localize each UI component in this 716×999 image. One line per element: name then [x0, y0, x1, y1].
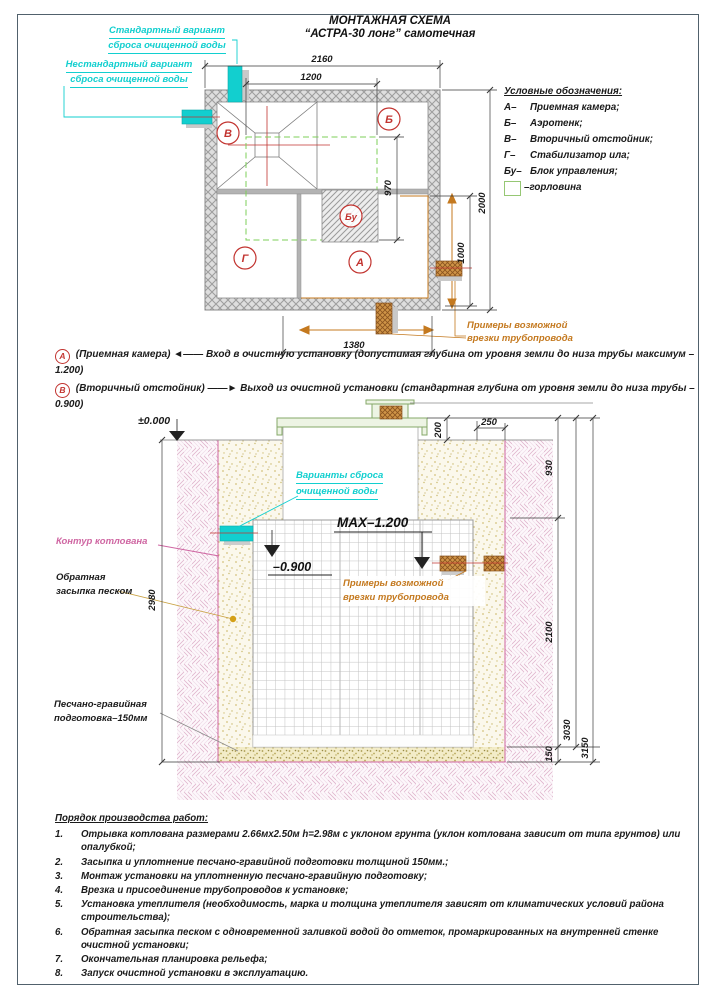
title-line1: МОНТАЖНАЯ СХЕМА [329, 15, 451, 27]
work-order-item: 1. Отрывка котлована размерами 2.66мх2.50м h=2.98м с уклоном грунта (уклон котлована зависит от типа грунтов) или опалубкой; [55, 829, 681, 854]
standard-discharge-label: Стандартный вариант сброса очищенной воды [97, 24, 237, 54]
title-line2: “АСТРА-30 лонг” самотечная [304, 28, 476, 40]
insertion-label-plan: Примеры возможной врезки трубопровода [467, 320, 573, 344]
level-max-text: MAX–1.200 [337, 515, 409, 530]
marker-v: В [55, 383, 70, 398]
arrow-left-icon: ◄—— [173, 349, 204, 360]
gravel-bedding [218, 747, 505, 762]
dim-1380: 1380 [343, 340, 365, 351]
dim-200: 200 [433, 422, 444, 438]
work-order-item: 2. Засыпка и уплотнение песчано-гравийной подготовки толщиной 150мм.; [55, 856, 449, 868]
insertion-label-section: Примеры возможной врезки трубопровода [341, 576, 485, 606]
level-zero-mark [138, 415, 185, 441]
work-order-item: 4. Врезка и присоединение трубопроводов к установке; [55, 885, 349, 897]
outlet-note: В (Вторичный отстойник) ——► Выход из очистной установки (стандартная глубина от уровня земли до низа трубы –0.900) [55, 382, 695, 410]
legend-item: Б– Аэротенк; [504, 118, 583, 129]
backfill-label: Обратная засыпка песком [56, 572, 133, 597]
work-order-heading: Порядок производства работ: [55, 813, 209, 824]
work-order-item: 7. Окончательная планировка рельефа; [55, 954, 268, 966]
work-order-item: 8. Запуск очистной установки в эксплуатацию. [55, 968, 309, 980]
arrow-right-icon: ——► [207, 382, 238, 394]
dim-2980: 2980 [147, 589, 158, 611]
legend [504, 84, 656, 196]
work-order [55, 812, 709, 981]
chamber-v-label: В [224, 128, 232, 140]
dim-150: 150 [544, 746, 555, 762]
discharge-options-label: Варианты сброса очищенной воды [296, 468, 476, 500]
work-order-item: 5. Установка утеплителя (необходимость, марка и толщина утеплителя зависят от климатических условий района строительства); [55, 899, 664, 924]
dim-930: 930 [544, 460, 555, 476]
drawing-title [240, 15, 540, 41]
tank-base-band [253, 735, 473, 747]
dim-1000: 1000 [456, 242, 467, 264]
chamber-a-label: А [356, 257, 364, 269]
legend-item: Г– Стабилизатор ила; [504, 150, 630, 161]
legend-heading: Условные обозначения: [504, 86, 623, 97]
io-notes [55, 348, 715, 415]
legend-item: Бу– Блок управления; [504, 166, 618, 177]
dim-2160: 2160 [311, 54, 333, 65]
bedding-label: Песчано-гравийная подготовка–150мм [54, 699, 148, 724]
plan-vertical-wall [297, 194, 301, 298]
dim-2100: 2100 [544, 621, 555, 643]
dim-2000: 2000 [477, 192, 488, 214]
work-order-item: 6. Обратная засыпка песком с одновременной заливкой водой до отметок, промаркированных на внутренней стенке очистной установки; [55, 926, 659, 951]
pit-contour-label: Контур котлована [56, 536, 148, 547]
legend-item: В– Вторичный отстойник; [504, 134, 654, 145]
tank-grid-body [253, 520, 473, 747]
dim-1200: 1200 [300, 72, 322, 83]
legend-gorlovina: –горловина [504, 180, 656, 196]
gorlovina-icon [504, 181, 521, 196]
work-order-item: 3. Монтаж установки на уплотненную песчано-гравийную подготовку; [55, 870, 428, 882]
dim-970: 970 [383, 180, 394, 196]
nonstandard-discharge-label: Нестандартный вариант сброса очищенной воды [58, 58, 200, 88]
legend-item: А– Приемная камера; [504, 102, 620, 113]
chamber-bu-label: Бу [345, 212, 357, 223]
marker-a: А [55, 349, 70, 364]
chamber-b-label: Б [385, 114, 393, 126]
dim-3030: 3030 [562, 719, 573, 741]
chamber-g-label: Г [241, 253, 249, 265]
inlet-note: А (Приемная камера) ◄—— Вход в очистную установку (допустимая глубина от уровня земли до низа трубы максимум –1.200) [55, 349, 695, 376]
bottom-inlet-stub [376, 303, 398, 334]
dim-250: 250 [481, 417, 497, 428]
dim-3150: 3150 [580, 737, 591, 759]
level-900-text: –0.900 [273, 560, 312, 574]
level-zero-text: ±0.000 [138, 415, 171, 427]
